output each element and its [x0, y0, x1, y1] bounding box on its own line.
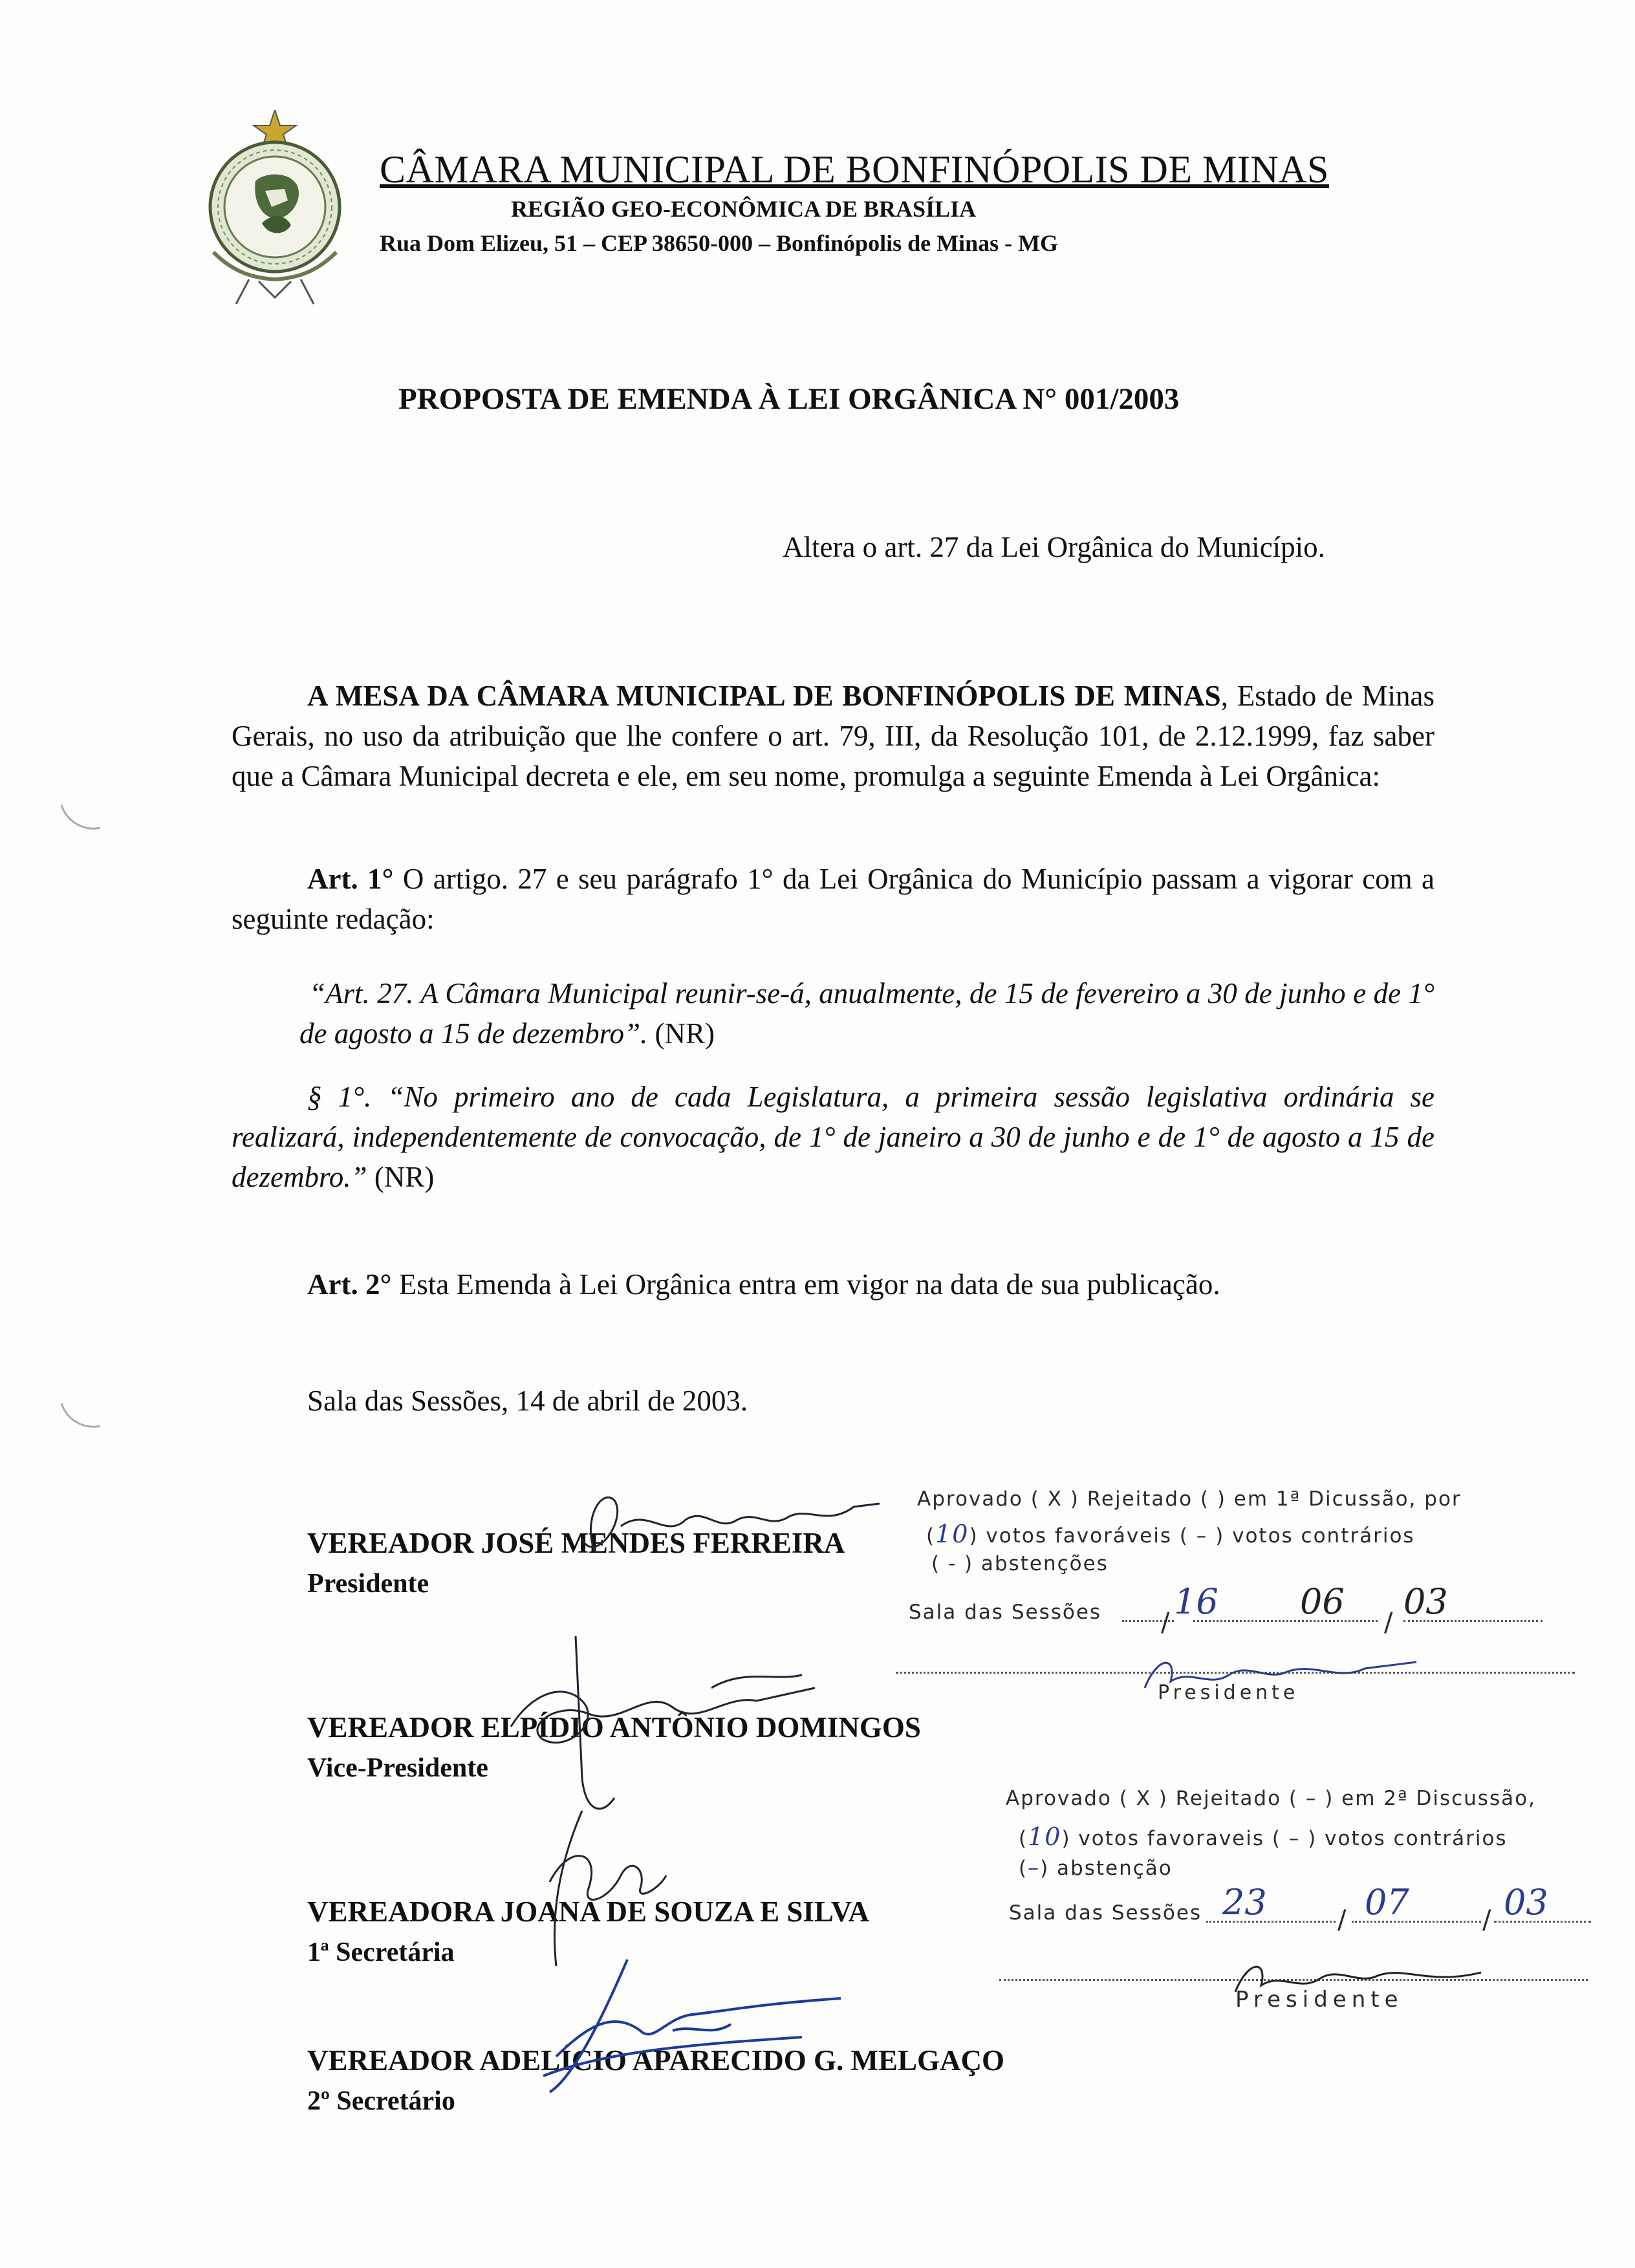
signatory-role: 1ª Secretária [307, 1938, 455, 1967]
stamp-1-dotted-line [1193, 1620, 1378, 1622]
signatory-role: Vice-Presidente [307, 1753, 488, 1783]
stamp-2-line-2b: ) votos favoraveis ( – ) votos contrários [1061, 1827, 1508, 1850]
institution-name: CÂMARA MUNICIPAL DE BONFINÓPOLIS DE MINAS [380, 148, 1329, 191]
article-1 [232, 859, 1435, 939]
quote-paragraph-1 [232, 1077, 1435, 1197]
closing-date: Sala das Sessões, 14 de abril de 2003. [307, 1385, 748, 1417]
document-title: PROPOSTA DE EMENDA À LEI ORGÂNICA N° 001/2003 [398, 382, 1180, 416]
stamp-1-line-1: Aprovado ( X ) Rejeitado ( ) em 1ª Dicussão, por [917, 1487, 1462, 1511]
stamp-2-line-1: Aprovado ( X ) Rejeitado ( – ) em 2ª Discussão, [1006, 1787, 1536, 1810]
article-2-label: Art. 2° [307, 1268, 392, 1301]
quote-article-27-tag: (NR) [647, 1017, 715, 1050]
signatory-name: VEREADOR ELPÍDIO ANTÔNIO DOMINGOS [307, 1711, 921, 1744]
stamp-2-day: 23 [1222, 1882, 1267, 1923]
signatory-name: VEREADOR ADELÍCIO APARECIDO G. MELGAÇO [307, 2044, 1005, 2077]
preamble-bold: A MESA DA CÂMARA MUNICIPAL DE BONFINÓPOLIS DE MINAS [307, 680, 1221, 712]
stamp-2-abstentions: – [1028, 1855, 1041, 1881]
preamble-text: , Estado de Minas Gerais, no uso da atribuição que lhe confere o art. 79, III, da Resolução 101, de 2.12.1999, faz saber que a Câmara Municipal decreta e ele, em seu nome, promulga a seguinte Emenda à Lei Orgânica: [232, 680, 1435, 792]
stamp-1-signer-role: Presidente [1158, 1681, 1299, 1704]
stamp-1-month: 06 [1300, 1581, 1345, 1622]
stamp-1-line-2 [926, 1520, 1415, 1548]
signatory-role: Presidente [307, 1569, 429, 1599]
article-2-text: Esta Emenda à Lei Orgânica entra em vigor na data de sua publicação. [391, 1268, 1220, 1301]
municipal-coat-of-arms-logo [188, 110, 362, 310]
stamp-2-month: 07 [1365, 1882, 1409, 1923]
article-2 [307, 1268, 1220, 1301]
stamp-2-line-3b: ) abstenção [1040, 1857, 1173, 1880]
institution-address: Rua Dom Elizeu, 51 – CEP 38650-000 – Bonfinópolis de Minas - MG [380, 230, 1059, 256]
scan-mark [55, 1397, 107, 1436]
stamp-1-year: 03 [1403, 1581, 1448, 1622]
stamp-1-sala-label: Sala das Sessões [909, 1601, 1102, 1624]
stamp-1-votes-for: 10 [935, 1520, 969, 1548]
quote-article-27-text: “Art. 27. A Câmara Municipal reunir-se-á, anualmente, de 15 de fevereiro a 30 de junho e de 1° de agosto a 15 de dezembro”. [299, 977, 1435, 1050]
quote-paragraph-1-text: § 1°. “No primeiro ano de cada Legislatura, a primeira sessão legislativa ordinária se realizará, independentemente de convocação, de 1° de janeiro a 30 de junho e de 1° de agosto a 15 de dezembro.” [232, 1081, 1435, 1193]
signature-adelicio [479, 1953, 880, 2102]
stamp-2-line-2a: ( [1019, 1827, 1028, 1850]
ementa: Altera o art. 27 da Lei Orgânica do Município. [783, 531, 1325, 563]
stamp-2-slash: / [1337, 1905, 1348, 1935]
stamp-1-line-3: ( - ) abstenções [931, 1552, 1109, 1575]
quote-paragraph-1-tag: (NR) [367, 1161, 435, 1193]
stamp-1-day: 16 [1174, 1581, 1218, 1622]
signatory-name: VEREADOR JOSÉ MENDES FERREIRA [307, 1527, 845, 1559]
stamp-2-line-3a: ( [1019, 1857, 1028, 1880]
stamp-2-signer-role: Presidente [1235, 1987, 1403, 2013]
stamp-2-year: 03 [1504, 1882, 1548, 1923]
stamp-1-line-2a: ( [926, 1524, 936, 1548]
article-1-text: O artigo. 27 e seu parágrafo 1° da Lei Orgânica do Município passam a vigorar com a seguinte redação: [232, 863, 1435, 935]
signature-elpidio [453, 1630, 854, 1824]
region-name: REGIÃO GEO-ECONÔMICA DE BRASÍLIA [511, 196, 977, 222]
article-1-label: Art. 1° [307, 863, 394, 895]
stamp-2-votes-for: 10 [1028, 1822, 1062, 1851]
stamp-2-sala-label: Sala das Sessões [1009, 1901, 1202, 1925]
stamp-1-line-2b: ) votos favoráveis ( – ) votos contrários [969, 1524, 1415, 1548]
quote-article-27 [299, 973, 1435, 1053]
signatory-role: 2º Secretário [307, 2086, 455, 2116]
scan-mark [55, 799, 107, 837]
signature-jose-mendes [556, 1481, 893, 1578]
stamp-1-slash: / [1161, 1608, 1171, 1637]
stamp-2-line-2 [1019, 1822, 1508, 1851]
preamble-paragraph [232, 676, 1435, 796]
stamp-2-slash: / [1482, 1905, 1493, 1935]
stamp-1-slash: / [1384, 1608, 1394, 1637]
signatory-name: VEREADORA JOANA DE SOUZA E SILVA [307, 1895, 869, 1928]
stamp-2-line-3 [1019, 1855, 1173, 1881]
